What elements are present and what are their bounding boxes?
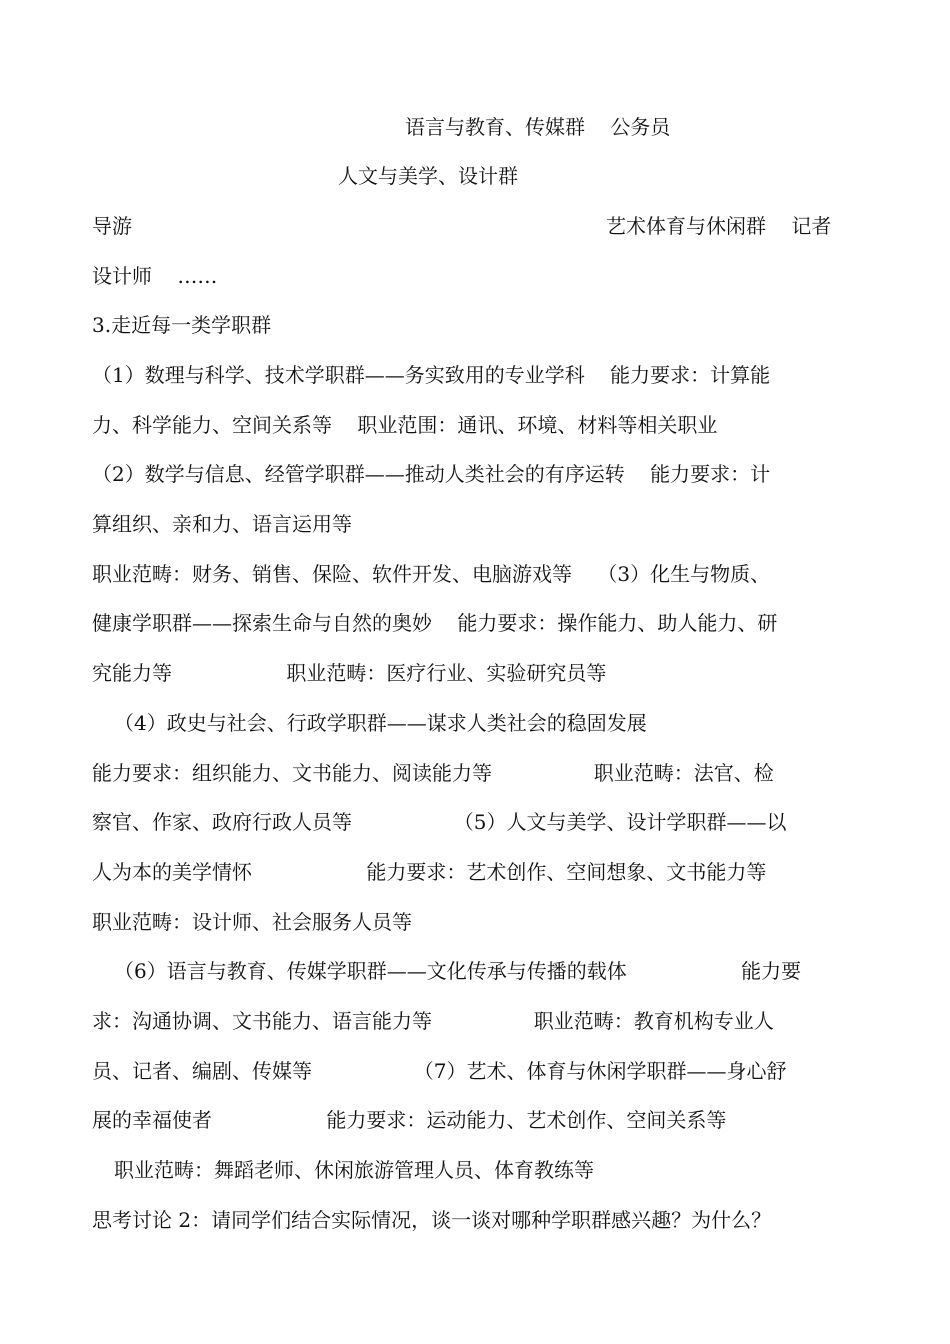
text-line: （2）数学与信息、经管学职群——推动人类社会的有序运转 能力要求：计 [92,462,771,486]
text-line: 语言与教育、传媒群 公务员 [405,115,671,139]
text-line: 察官、作家、政府行政人员等 （5）人文与美学、设计学职群——以 [92,810,787,834]
text-line: 职业范畴：舞蹈老师、休闲旅游管理人员、体育教练等 [114,1158,594,1182]
text-line: 职业范畴：财务、销售、保险、软件开发、电脑游戏等 （3）化生与物质、 [92,562,771,586]
text-line: 员、记者、编剧、传媒等 （7）艺术、体育与休闲学职群——身心舒 [92,1059,787,1083]
text-line: 能力要求：组织能力、文书能力、阅读能力等 职业范畴：法官、检 [92,761,774,785]
text-line: 艺术体育与休闲群 记者 [606,214,832,238]
text-line: 展的幸福使者 能力要求：运动能力、艺术创作、空间关系等 [92,1108,727,1132]
text-line: （4）政史与社会、行政学职群——谋求人类社会的稳固发展 [114,711,647,735]
text-line: 究能力等 职业范畴：医疗行业、实验研究员等 [92,661,607,685]
text-line: 设计师 …… [92,264,218,288]
text-line: 导游 [92,214,132,238]
text-line: 人文与美学、设计群 [338,164,518,188]
text-line: 人为本的美学情怀 能力要求：艺术创作、空间想象、文书能力等 [92,860,767,884]
text-line: 求：沟通协调、文书能力、语言能力等 职业范畴：教育机构专业人 [92,1009,774,1033]
text-line: 算组织、亲和力、语言运用等 [92,512,352,536]
text-line: 职业范畴：设计师、社会服务人员等 [92,910,412,934]
text-line: （6）语言与教育、传媒学职群——文化传承与传播的载体 能力要 [114,959,802,983]
discussion-prompt: 思考讨论 2：请同学们结合实际情况，谈一谈对哪种学职群感兴趣？为什么？ [92,1208,772,1232]
section-heading: 3.走近每一类学职群 [92,313,272,337]
text-line: 健康学职群——探索生命与自然的奥妙 能力要求：操作能力、助人能力、研 [92,611,778,635]
text-line: （1）数理与科学、技术学职群——务实致用的专业学科 能力要求：计算能 [92,363,771,387]
text-line: 力、科学能力、空间关系等 职业范围：通讯、环境、材料等相关职业 [92,413,718,437]
